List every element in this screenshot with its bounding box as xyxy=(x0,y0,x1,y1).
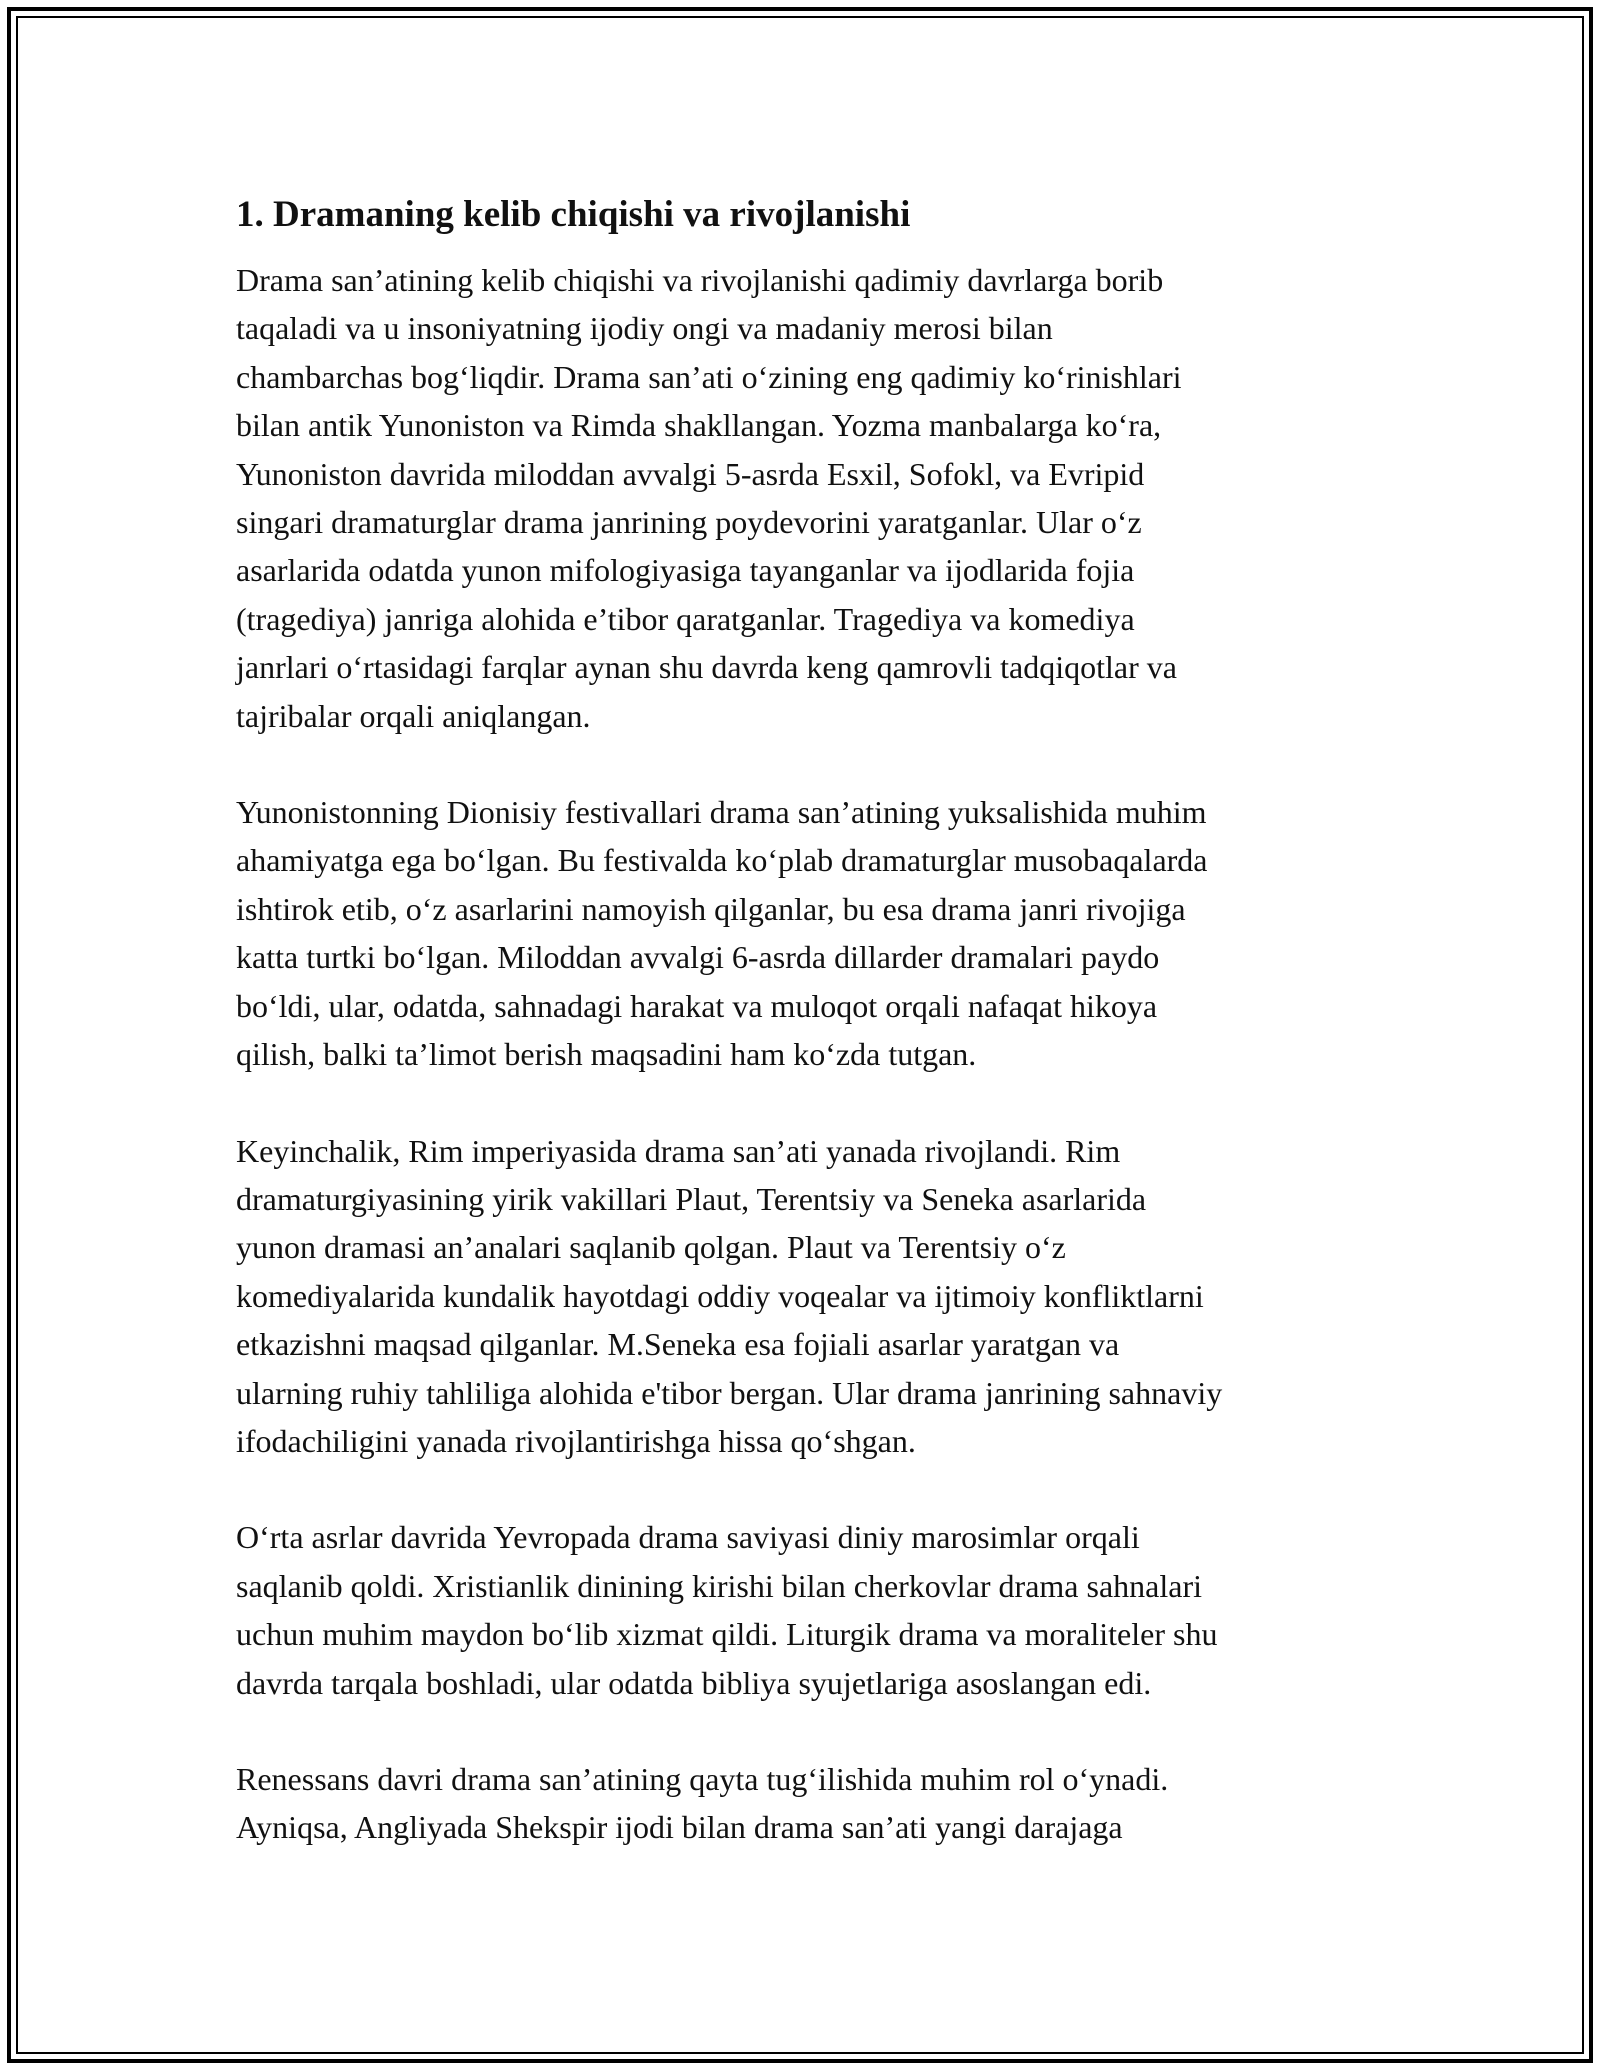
paragraph-line: Drama san’atining kelib chiqishi va rivojlanishi qadimiy davrlarga borib xyxy=(236,262,1164,298)
body-paragraph xyxy=(236,1127,1376,1466)
paragraph-line: etkazishni maqsad qilganlar. M.Seneka esa fojiali asarlar yaratgan va xyxy=(236,1326,1120,1363)
body-paragraph xyxy=(236,1513,1376,1707)
paragraph-line: uchun muhim maydon bo‘lib xizmat qildi. Liturgik drama va moraliteler shu xyxy=(236,1616,1218,1653)
document-body xyxy=(236,190,1376,1900)
paragraph-line: janrlari o‘rtasidagi farqlar aynan shu davrda keng qamrovli tadqiqotlar va xyxy=(236,649,1177,686)
paragraph-line: bilan antik Yunoniston va Rimda shakllangan. Yozma manbalarga ko‘ra, xyxy=(236,407,1162,444)
paragraphs-container xyxy=(236,256,1376,1852)
paragraph-line: bo‘ldi, ular, odatda, sahnadagi harakat va muloqot orqali nafaqat hikoya xyxy=(236,987,1158,1024)
paragraph-line: ahamiyatga ega bo‘lgan. Bu festivalda ko‘plab dramaturglar musobaqalarda xyxy=(236,842,1208,879)
paragraph-line: davrda tarqala boshladi, ular odatda bibliya syujetlariga asoslangan edi. xyxy=(236,1664,1152,1701)
paragraph-line: Ayniqsa, Angliyada Shekspir ijodi bilan drama san’ati yangi darajaga xyxy=(236,1809,1123,1846)
paragraph-line: asarlarida odatda yunon mifologiyasiga tayanganlar va ijodlarida fojia xyxy=(236,552,1135,589)
paragraph-line: O‘rta asrlar davrida Yevropada drama saviyasi diniy marosimlar orqali xyxy=(236,1519,1140,1556)
paragraph-line: chambarchas bog‘liqdir. Drama san’ati o‘zining eng qadimiy ko‘rinishlari xyxy=(236,358,1182,395)
paragraph-line: ularning ruhiy tahliliga alohida e'tibor bergan. Ular drama janrining sahnaviy xyxy=(236,1374,1223,1411)
paragraph-line: singari dramaturglar drama janrining poydevorini yaratganlar. Ular o‘z xyxy=(236,504,1142,541)
body-paragraph xyxy=(236,788,1376,1078)
section-heading: 1. Dramaning kelib chiqishi va rivojlanishi xyxy=(236,194,911,235)
paragraph-line: Yunonistonning Dionisiy festivallari drama san’atining yuksalishida muhim xyxy=(236,794,1207,831)
paragraph-line: Yunoniston davrida miloddan avvalgi 5-asrda Esxil, Sofokl, va Evripid xyxy=(236,455,1145,492)
body-paragraph xyxy=(236,256,1376,740)
paragraph-line: tajribalar orqali aniqlangan. xyxy=(236,697,591,734)
paragraph-line: taqaladi va u insoniyatning ijodiy ongi va madaniy merosi bilan xyxy=(236,310,1053,347)
paragraph-line: ifodachiligini yanada rivojlantirishga hissa qo‘shgan. xyxy=(236,1422,916,1459)
paragraph-line: dramaturgiyasining yirik vakillari Plaut, Terentsiy va Seneka asarlarida xyxy=(236,1180,1147,1217)
paragraph-line: ishtirok etib, o‘z asarlarini namoyish qilganlar, bu esa drama janri rivojiga xyxy=(236,890,1186,927)
paragraph-line: Keyinchalik, Rim imperiyasida drama san’ati yanada rivojlandi. Rim xyxy=(236,1132,1121,1169)
paragraph-line: qilish, balki ta’limot berish maqsadini ham ko‘zda tutgan. xyxy=(236,1036,977,1073)
paragraph-line: Renessans davri drama san’atining qayta tug‘ilishida muhim rol o‘ynadi. xyxy=(236,1760,1169,1797)
paragraph-line: katta turtki bo‘lgan. Miloddan avvalgi 6-asrda dillarder dramalari paydo xyxy=(236,939,1160,976)
paragraph-line: yunon dramasi an’analari saqlanib qolgan. Plaut va Terentsiy o‘z xyxy=(236,1229,1066,1266)
paragraph-line: komediyalarida kundalik hayotdagi oddiy voqealar va ijtimoiy konfliktlarni xyxy=(236,1277,1204,1314)
paragraph-line: saqlanib qoldi. Xristianlik dinining kirishi bilan cherkovlar drama sahnalari xyxy=(236,1567,1202,1604)
paragraph-line: (tragediya) janriga alohida e’tibor qaratganlar. Tragediya va komediya xyxy=(236,600,1135,637)
body-paragraph xyxy=(236,1755,1376,1852)
